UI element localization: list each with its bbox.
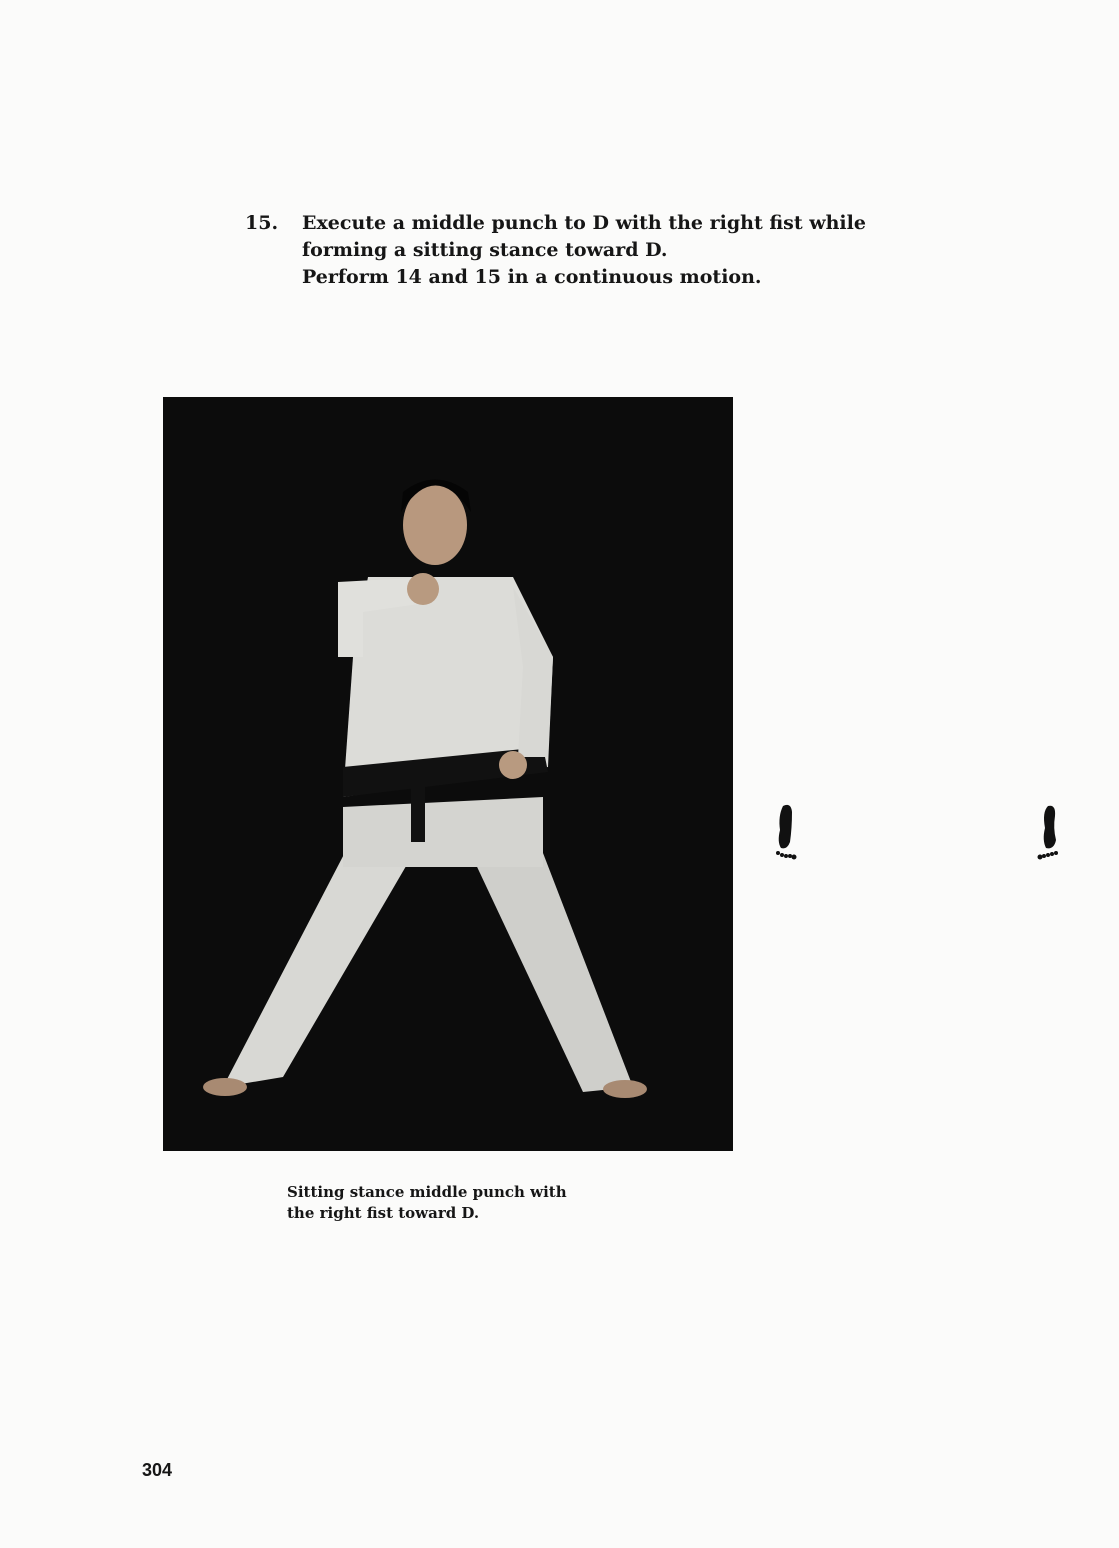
martial-artist-photo (163, 397, 733, 1151)
photo-caption (287, 1182, 567, 1224)
caption-line: the right fist toward D. (287, 1204, 480, 1222)
step-line: Perform 14 and 15 in a continuous motion. (302, 266, 762, 288)
step-number: 15. (245, 212, 279, 234)
step-line: Execute a middle punch to D with the right fist while (302, 212, 866, 234)
figure-illustration (163, 397, 733, 1151)
page-number: 304 (142, 1460, 173, 1480)
footprint-right-icon (1036, 802, 1060, 862)
caption-line: Sitting stance middle punch with (287, 1183, 567, 1201)
step-instruction (245, 210, 866, 291)
step-line: forming a sitting stance toward D. (302, 239, 668, 261)
footprint-left-icon (775, 802, 799, 862)
